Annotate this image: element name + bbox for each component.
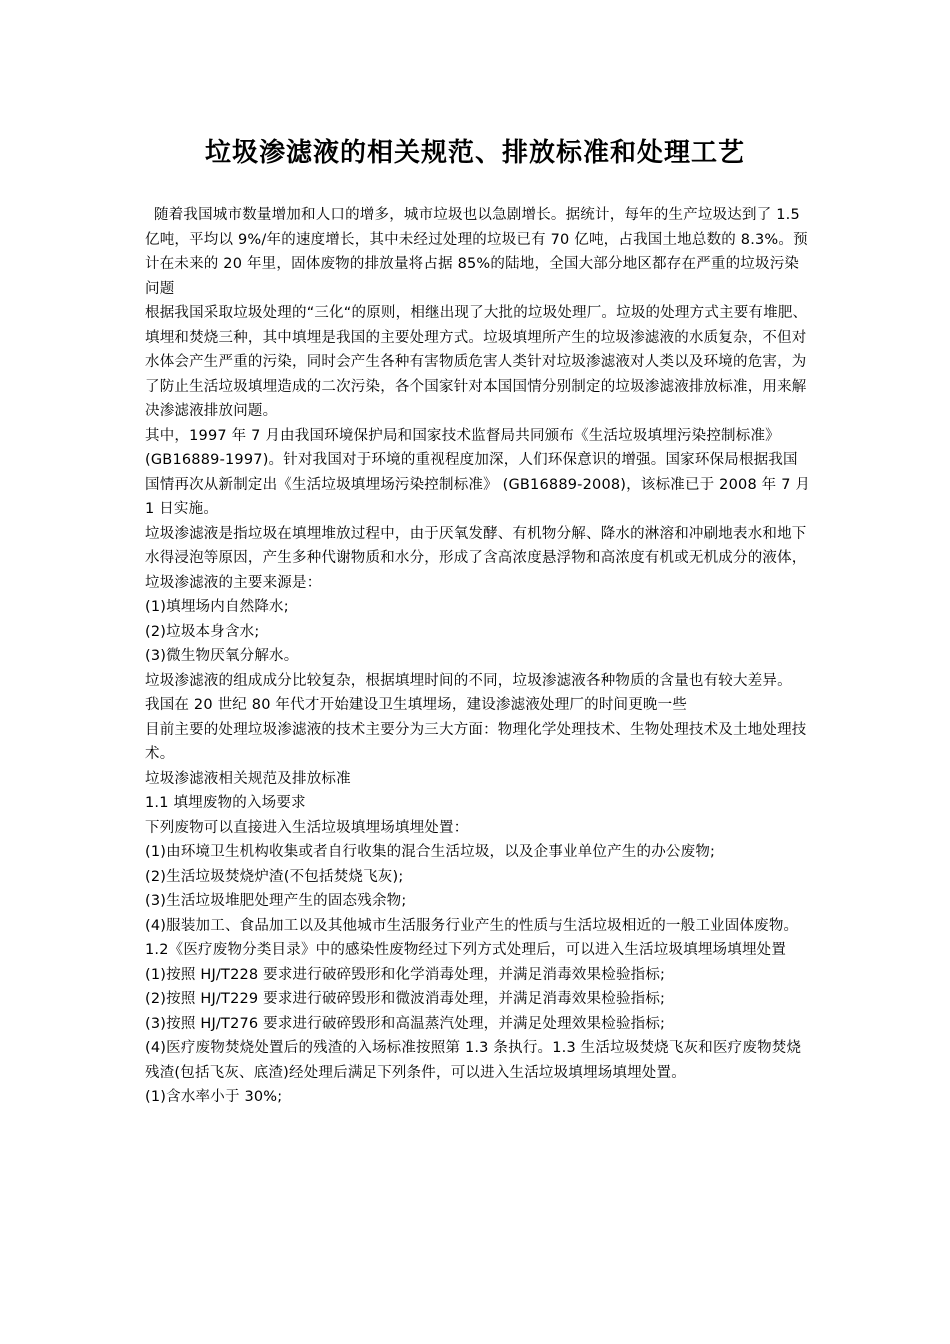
list-item: (1)按照 HJ/T228 要求进行破碎毁形和化学消毒处理，并满足消毒效果检验指标; [145, 966, 666, 983]
paragraph: 随着我国城市数量增加和人口的增多，城市垃圾也以急剧增长。据统计，每年的生产垃圾达到了 1.5 亿吨，平均以 9%/年的速度增长，其中未经过处理的垃圾已有 70 亿吨，占我国土地总数的 8.3%。预计在未来的 20 年里，固体废物的排放量将占据 85%的陆地，全国大部分地区都存在严重的垃圾污染问题 [145, 207, 808, 297]
paragraph: 下列废物可以直接进入生活垃圾填埋场填埋处置： [145, 819, 469, 836]
paragraph: 垃圾渗滤液是指垃圾在填埋堆放过程中，由于厌氧发酵、有机物分解、降水的淋溶和冲刷地表水和地下水得浸泡等原因，产生多种代谢物质和水分，形成了含高浓度悬浮物和高浓度有机或无机成分的液体，垃圾渗滤液的主要来源是： [145, 525, 807, 591]
subsection-heading: 1.1 填埋废物的入场要求 [145, 795, 306, 811]
list-item: (3)按照 HJ/T276 要求进行破碎毁形和高温蒸汽处理，并满足处理效果检验指标; [145, 1015, 666, 1032]
list-item: (1)填埋场内自然降水; [145, 599, 289, 615]
list-item: (2)生活垃圾焚烧炉渣(不包括焚烧飞灰); [145, 868, 404, 885]
paragraph: 我国在 20 世纪 80 年代才开始建设卫生填埋场，建设渗滤液处理厂的时间更晚一些 [145, 697, 688, 713]
subsection-heading: 1.2《医疗废物分类目录》中的感染性废物经过下列方式处理后，可以进入生活垃圾填埋场填埋处置 [145, 942, 787, 958]
list-item: (2)按照 HJ/T229 要求进行破碎毁形和微波消毒处理，并满足消毒效果检验指标; [145, 991, 666, 1007]
list-item: (3)微生物厌氧分解水。 [145, 648, 299, 664]
document-title: 垃圾渗滤液的相关规范、排放标准和处理工艺 [204, 138, 745, 168]
list-item: (3)生活垃圾堆肥处理产生的固态残余物; [145, 893, 407, 909]
list-item: (2)垃圾本身含水; [145, 623, 260, 640]
paragraph: 目前主要的处理垃圾渗滤液的技术主要分为三大方面：物理化学处理技术、生物处理技术及土地处理技术。 [145, 721, 807, 762]
paragraph: 根据我国采取垃圾处理的“三化“的原则，相继出现了大批的垃圾处理厂。垃圾的处理方式主要有堆肥、填埋和焚烧三种，其中填埋是我国的主要处理方式。垃圾填埋所产生的垃圾渗滤液的水质复杂，不但对水体会产生严重的污染，同时会产生各种有害物质危害人类针对垃圾渗滤液对人类以及环境的危害，为了防止生活垃圾填埋造成的二次污染，各个国家针对本国国情分别制定的垃圾渗滤液排放标准，用来解决渗滤液排放问题。 [145, 305, 808, 419]
paragraph: 其中，1997 年 7 月由我国环境保护局和国家技术监督局共同颁布《生活垃圾填埋污染控制标准》(GB16889-1997)。针对我国对于环境的重视程度加深，人们环保意识的增强。国家环保局根据我国国情再次从新制定出《生活垃圾填埋场污染控制标准》 (GB16889-2008)，该标准已于 2008 年 7 月 1 日实施。 [145, 427, 811, 517]
paragraph: 垃圾渗滤液的组成成分比较复杂，根据填埋时间的不同，垃圾渗滤液各种物质的含量也有较大差异。 [145, 672, 792, 689]
document-body [145, 203, 811, 1110]
list-item: (4)服装加工、食品加工以及其他城市生活服务行业产生的性质与生活垃圾相近的一般工业固体废物。 [145, 917, 799, 934]
list-item: (1)含水率小于 30%; [145, 1089, 283, 1105]
list-item: (1)由环境卫生机构收集或者自行收集的混合生活垃圾，以及企事业单位产生的办公废物; [145, 844, 716, 860]
section-heading: 垃圾渗滤液相关规范及排放标准 [145, 770, 351, 787]
list-item: (4)医疗废物焚烧处置后的残渣的入场标准按照第 1.3 条执行。1.3 生活垃圾焚烧飞灰和医疗废物焚烧残渣(包括飞灰、底渣)经处理后满足下列条件，可以进入生活垃圾填埋场填埋处置。 [145, 1040, 802, 1081]
